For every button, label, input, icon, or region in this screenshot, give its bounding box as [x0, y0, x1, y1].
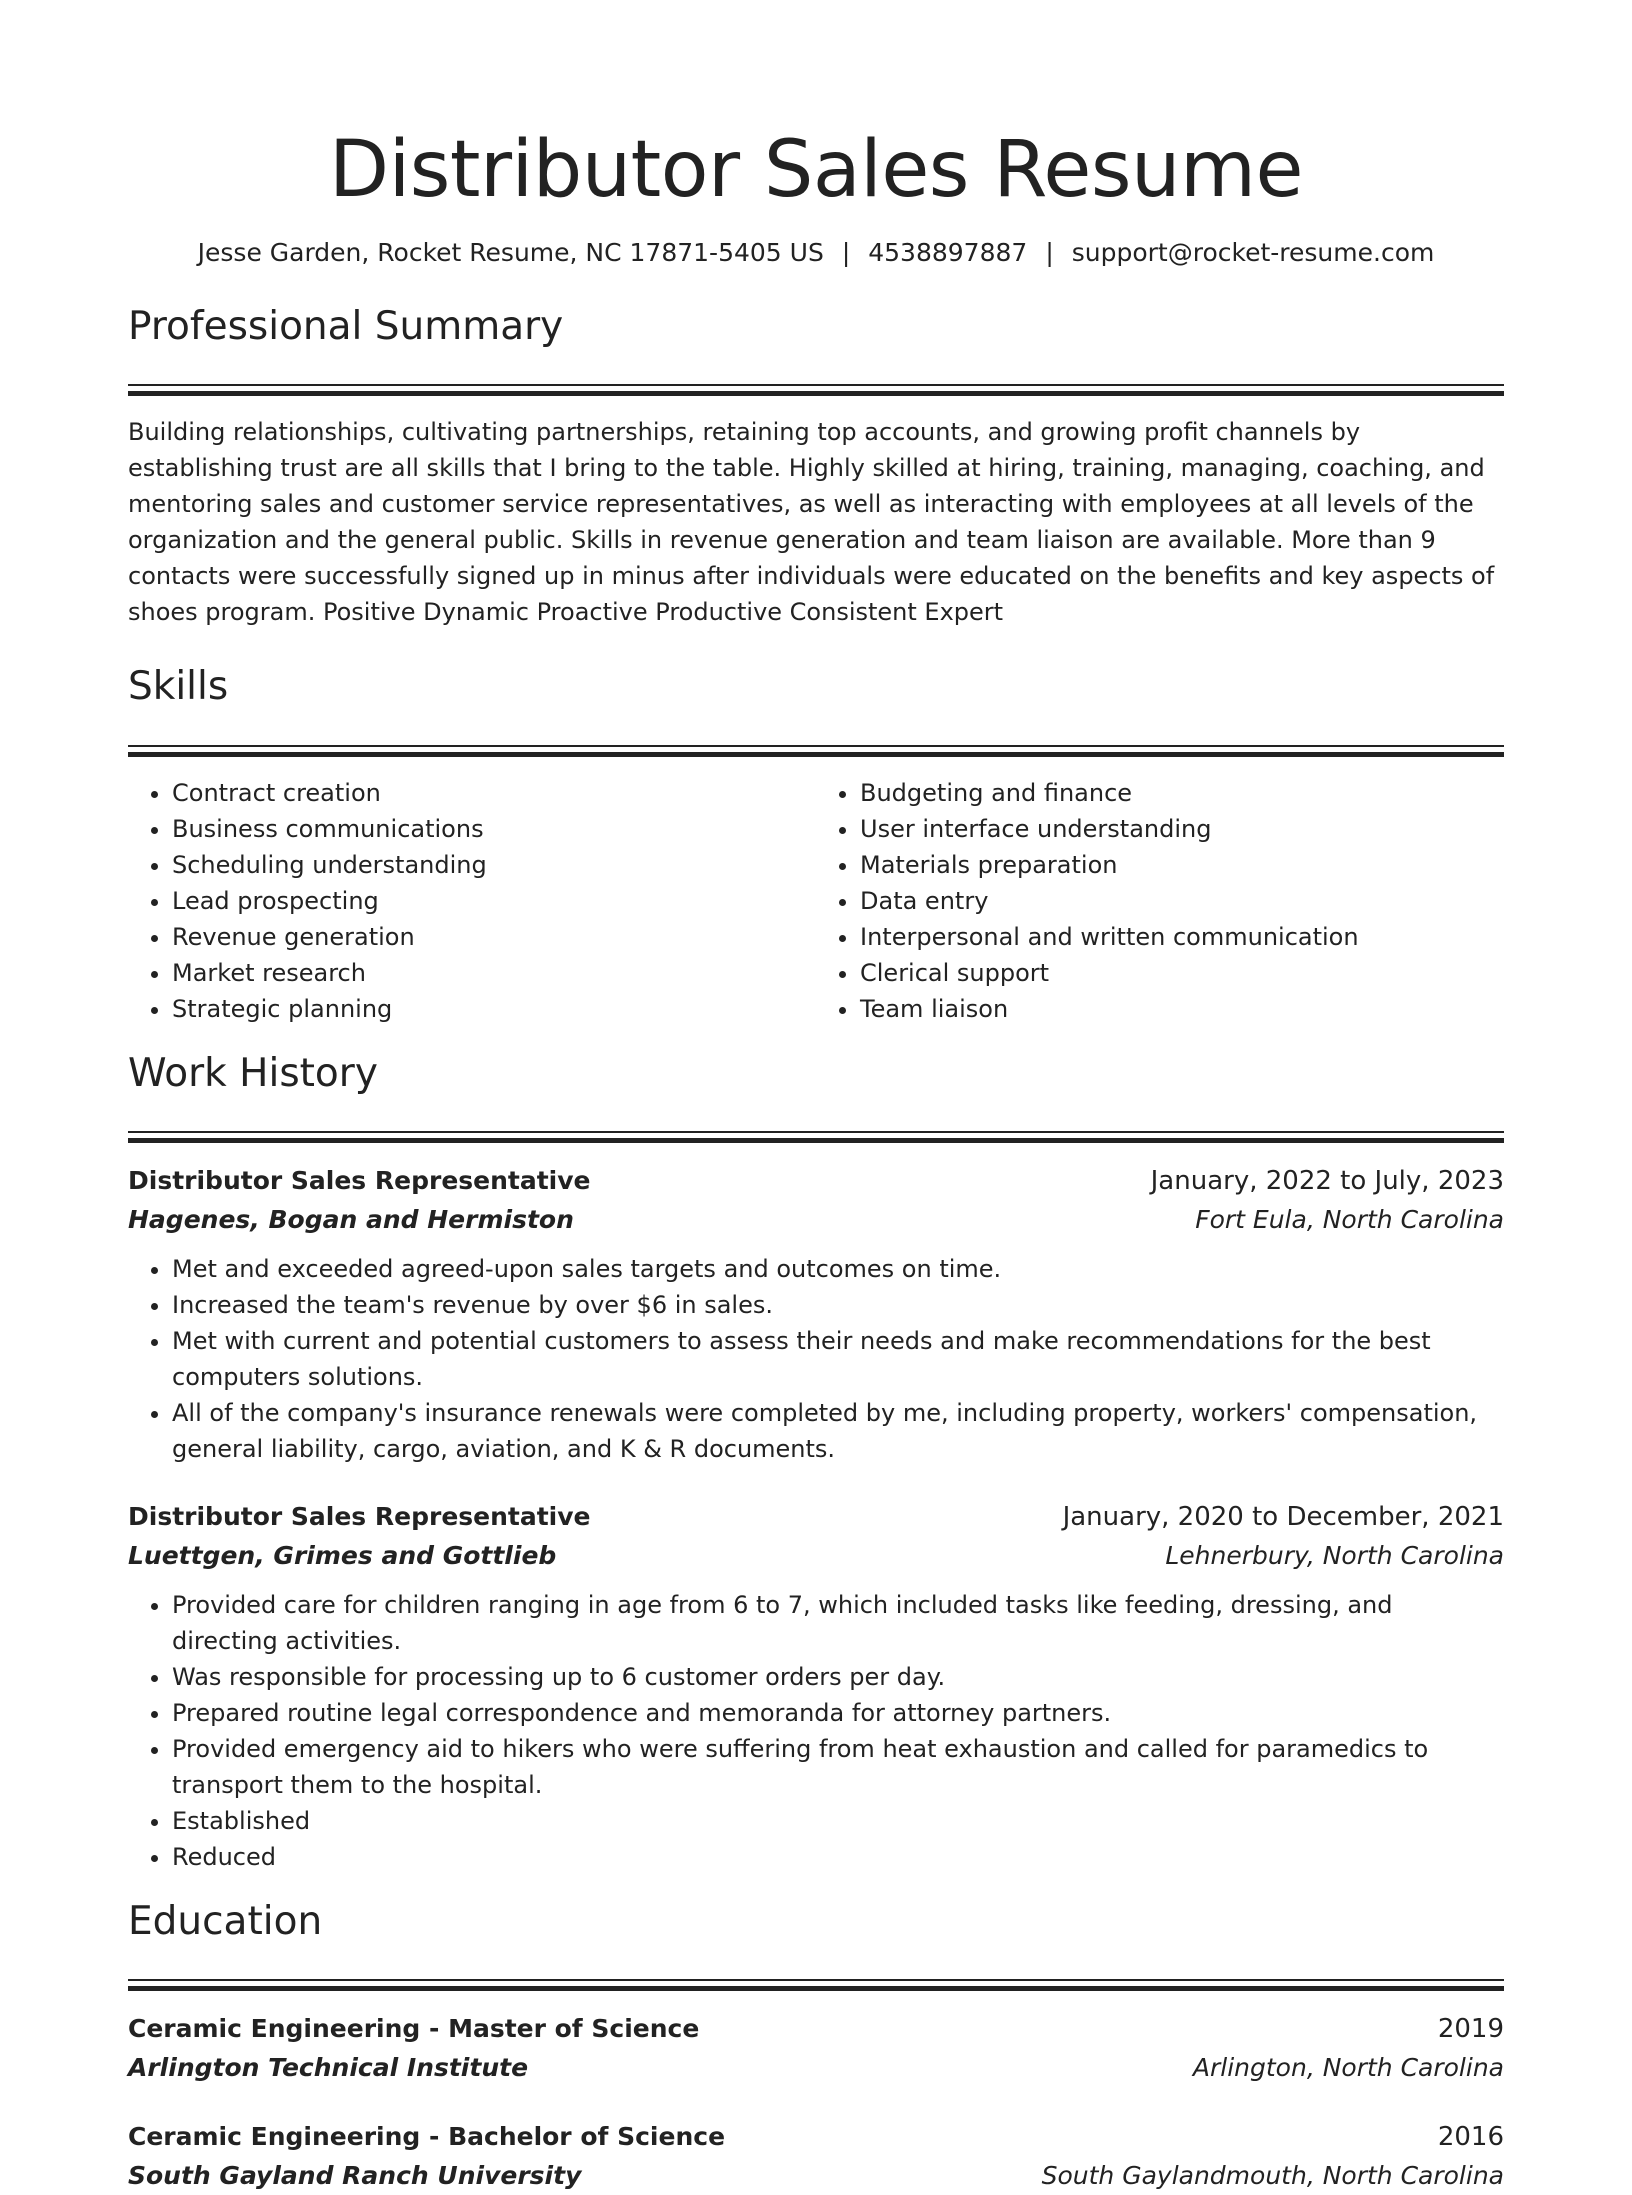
job-bullet: • Met and exceeded agreed-upon sales targets and outcomes on time.: [172, 1251, 1504, 1287]
contact-address: Jesse Garden, Rocket Resume, NC 17871-5405 US: [197, 238, 824, 267]
education-section: [128, 1897, 1504, 2195]
skill-item: • Business communications: [172, 811, 816, 847]
education-degree: Ceramic Engineering - Master of Science: [128, 2014, 700, 2044]
job-subheader: [128, 1537, 1504, 1575]
contact-phone: 4538897887: [868, 238, 1028, 267]
job-bullet: • Met with current and potential customers to assess their needs and make recommendations for the best computers solutions.: [172, 1323, 1504, 1395]
job-dates: January, 2020 to December, 2021: [1062, 1502, 1504, 1533]
education-location: South Gaylandmouth, North Carolina: [1041, 2161, 1504, 2191]
skills-list-right: [816, 775, 1504, 1027]
skill-item: • Scheduling understanding: [172, 847, 816, 883]
job-header: [128, 1497, 1504, 1537]
job-bullet: • Provided emergency aid to hikers who were suffering from heat exhaustion and called for paramedics to transport them to the hospital.: [172, 1731, 1504, 1803]
job-title: Distributor Sales Representative: [128, 1502, 591, 1532]
summary-section: [128, 302, 1504, 630]
education-year: 2016: [1437, 2122, 1504, 2153]
job-bullet: • Was responsible for processing up to 6 customer orders per day.: [172, 1659, 1504, 1695]
resume-page: [128, 0, 1504, 2195]
contact-line: [128, 236, 1504, 270]
job-bullet: • Prepared routine legal correspondence and memoranda for attorney partners.: [172, 1695, 1504, 1731]
section-divider: [128, 384, 1504, 398]
job-header: [128, 1161, 1504, 1201]
skill-item: • User interface understanding: [860, 811, 1504, 847]
education-degree: Ceramic Engineering - Bachelor of Science: [128, 2122, 726, 2152]
contact-separator: |: [1045, 238, 1054, 267]
skill-item: • Budgeting and finance: [860, 775, 1504, 811]
education-entry: [128, 2009, 1504, 2087]
skill-item: • Data entry: [860, 883, 1504, 919]
job-bullet: • Increased the team's revenue by over $6 in sales.: [172, 1287, 1504, 1323]
job-title: Distributor Sales Representative: [128, 1166, 591, 1196]
job-subheader: [128, 1201, 1504, 1239]
section-heading-education: Education: [128, 1899, 323, 1945]
skill-item: • Clerical support: [860, 955, 1504, 991]
job-bullet: • Provided care for children ranging in age from 6 to 7, which included tasks like feeding, dressing, and directing activities.: [172, 1587, 1504, 1659]
job-bullet: • Reduced: [172, 1839, 1504, 1875]
job-entry: [128, 1497, 1504, 1875]
job-location: Lehnerbury, North Carolina: [1165, 1541, 1504, 1571]
job-employer: Hagenes, Bogan and Hermiston: [128, 1205, 574, 1235]
education-year: 2019: [1437, 2014, 1504, 2045]
section-divider: [128, 745, 1504, 759]
section-heading-skills: Skills: [128, 664, 229, 710]
job-bullets: [128, 1251, 1504, 1467]
education-location: Arlington, North Carolina: [1192, 2053, 1504, 2083]
skills-columns: [128, 775, 1504, 1027]
job-entry: [128, 1161, 1504, 1467]
job-location: Fort Eula, North Carolina: [1195, 1205, 1504, 1235]
education-subheader: [128, 2049, 1504, 2087]
section-heading-work: Work History: [128, 1050, 378, 1096]
section-heading-summary: Professional Summary: [128, 304, 564, 349]
skill-item: • Revenue generation: [172, 919, 816, 955]
skills-list-left: [128, 775, 816, 1027]
section-divider: [128, 1131, 1504, 1145]
education-subheader: [128, 2157, 1504, 2195]
section-divider: [128, 1979, 1504, 1993]
summary-text: Building relationships, cultivating partnerships, retaining top accounts, and growing profit channels by establishing trust are all skills that I bring to the table. Highly skilled at hiring, training, managing, coaching, and mentoring sales and customer service representatives, as well as interacting with employees at all levels of the organization and the general public. Skills in revenue generation and team liaison are available. More than 9 contacts were successfully signed up in minus after individuals were educated on the benefits and key aspects of shoes program. Positive Dynamic Proactive Productive Consistent Expert: [128, 418, 1495, 627]
education-school: South Gayland Ranch University: [128, 2161, 582, 2191]
job-bullet: • All of the company's insurance renewals were completed by me, including property, workers' compensation, general liability, cargo, aviation, and K & R documents.: [172, 1395, 1504, 1467]
skills-section: [128, 662, 1504, 1026]
education-header: [128, 2117, 1504, 2157]
job-bullets: [128, 1587, 1504, 1875]
skill-item: • Interpersonal and written communication: [860, 919, 1504, 955]
job-employer: Luettgen, Grimes and Gottlieb: [128, 1541, 557, 1571]
education-header: [128, 2009, 1504, 2049]
work-section: [128, 1049, 1504, 1875]
skill-item: • Materials preparation: [860, 847, 1504, 883]
skill-item: • Lead prospecting: [172, 883, 816, 919]
skill-item: • Contract creation: [172, 775, 816, 811]
job-dates: January, 2022 to July, 2023: [1150, 1166, 1504, 1197]
education-school: Arlington Technical Institute: [128, 2053, 529, 2083]
education-entry: [128, 2117, 1504, 2195]
skill-item: • Market research: [172, 955, 816, 991]
contact-separator: |: [841, 238, 851, 267]
page-title: Distributor Sales Resume: [329, 125, 1303, 215]
skill-item: • Strategic planning: [172, 991, 816, 1027]
skill-item: • Team liaison: [860, 991, 1504, 1027]
job-bullet: • Established: [172, 1803, 1504, 1839]
contact-email: support@rocket-resume.com: [1071, 238, 1435, 267]
